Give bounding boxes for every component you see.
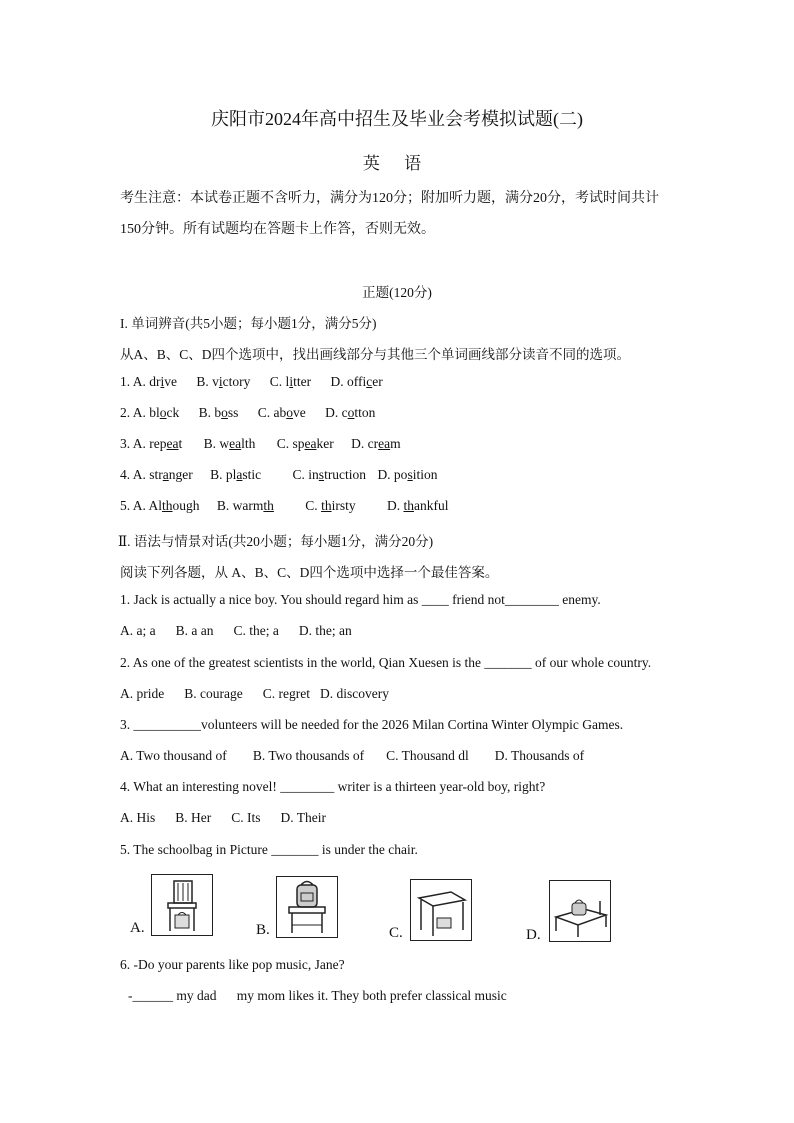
phonetic-question-5: 5. A. Although B. warmth C. thirsty D. thankful	[120, 498, 449, 513]
question-3-options: A. Two thousand of B. Two thousands of C. Thousand dl D. Thousands of	[120, 748, 585, 763]
question-2-options: A. pride B. courage C. regret D. discovery	[120, 686, 389, 701]
section1-heading: I. 单词辨音(共5小题；每小题1分，满分5分)	[120, 316, 377, 331]
picture-label-b: B.	[256, 922, 270, 938]
picture-d-bed-bag-on	[549, 880, 611, 942]
picture-label-a: A.	[130, 920, 145, 936]
question-6-answer: -______ my dad my mom likes it. They both prefer classical music	[128, 988, 507, 1003]
question-6: 6. -Do your parents like pop music, Jane?	[120, 957, 345, 972]
phonetic-question-3: 3. A. repeat B. wealth C. speaker D. cream	[120, 436, 401, 451]
question-4-options: A. His B. Her C. Its D. Their	[120, 810, 327, 825]
picture-label-d: D.	[526, 927, 541, 943]
phonetic-question-1: 1. A. drive B. victory C. litter D. officer	[120, 374, 383, 389]
question-1: 1. Jack is actually a nice boy. You should regard him as ____ friend not________ enemy.	[120, 592, 601, 607]
notice-line-2: 150分钟。所有试题均在答题卡上作答，否则无效。	[120, 222, 435, 237]
question-3: 3. __________volunteers will be needed for the 2026 Milan Cortina Winter Olympic Games.	[120, 717, 624, 732]
question-4: 4. What an interesting novel! ________ writer is a thirteen year-old boy, right?	[120, 779, 546, 794]
phonetic-question-4: 4. A. stranger B. plastic C. instruction D. position	[120, 467, 438, 482]
section1-instruction: 从A、B、C、D四个选项中，找出画线部分与其他三个单词画线部分读音不同的选项。	[120, 347, 631, 362]
main-heading: 正题(120分)	[362, 285, 432, 300]
question-2: 2. As one of the greatest scientists in the world, Qian Xuesen is the _______ of our whole country.	[120, 655, 652, 670]
question-5: 5. The schoolbag in Picture _______ is under the chair.	[120, 842, 418, 857]
picture-c-desk-bag-under	[410, 879, 472, 941]
exam-title: 庆阳市2024年高中招生及毕业会考模拟试题(二)	[211, 109, 583, 129]
phonetic-question-2: 2. A. block B. boss C. above D. cotton	[120, 405, 376, 420]
notice-line-1: 考生注意：本试卷正题不含听力，满分为120分；附加听力题，满分20分，考试时间共计	[120, 191, 659, 206]
question-1-options: A. a; a B. a an C. the; a D. the; an	[120, 623, 352, 638]
picture-b-chair-bag-on	[276, 876, 338, 938]
picture-label-c: C.	[389, 925, 403, 941]
subject-title: 英 语	[362, 154, 432, 173]
section2-instruction: 阅读下列各题，从 A、B、C、D四个选项中选择一个最佳答案。	[120, 565, 499, 580]
picture-a-chair-bag-under	[151, 874, 213, 936]
section2-heading: Ⅱ. 语法与情景对话(共20小题；每小题1分，满分20分)	[118, 534, 434, 549]
